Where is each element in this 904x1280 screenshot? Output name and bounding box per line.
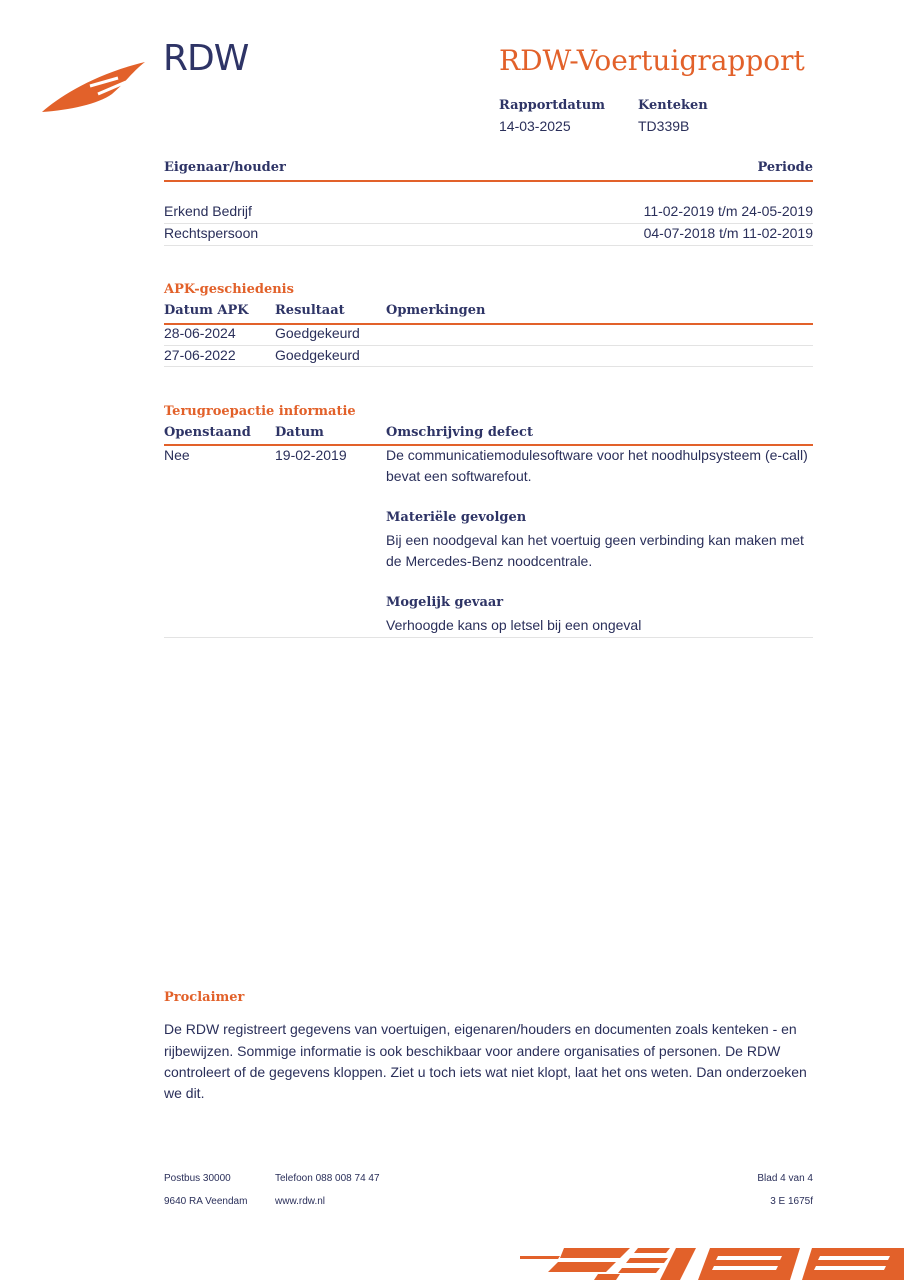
recall-consequences-title: Materiële gevolgen bbox=[386, 510, 527, 525]
report-title: RDW-Voertuigrapport bbox=[499, 44, 805, 77]
rdw-feather-icon bbox=[40, 56, 150, 116]
apk-col-remarks: Opmerkingen bbox=[386, 303, 486, 318]
report-date: 14-03-2025 bbox=[499, 118, 571, 134]
apk-row-1-result: Goedgekeurd bbox=[275, 325, 360, 341]
recall-open: Nee bbox=[164, 447, 190, 463]
logo-wordmark: RDW bbox=[163, 38, 249, 79]
footer-page-number: Blad 4 van 4 bbox=[757, 1173, 813, 1184]
report-date-label: Rapportdatum bbox=[499, 98, 605, 113]
proclaimer-line-2: rijbewijzen. Sommige informatie is ook beschikbaar voor andere organisaties of personen. De RDW bbox=[164, 1043, 781, 1059]
footer-address-1: Postbus 30000 bbox=[164, 1173, 231, 1184]
recall-header-rule bbox=[164, 444, 813, 446]
proclaimer-line-4: we dit. bbox=[164, 1085, 205, 1101]
plate-label: Kenteken bbox=[638, 98, 708, 113]
owner-row-1-owner: Erkend Bedrijf bbox=[164, 203, 252, 219]
footer-phone: Telefoon 088 008 74 47 bbox=[275, 1173, 380, 1184]
proclaimer-title: Proclaimer bbox=[164, 990, 245, 1005]
footer-website: www.rdw.nl bbox=[275, 1196, 326, 1207]
recall-col-desc: Omschrijving defect bbox=[386, 425, 533, 440]
apk-col-date: Datum APK bbox=[164, 303, 249, 318]
recall-consequences-line-1: Bij een noodgeval kan het voertuig geen verbinding kan maken met bbox=[386, 532, 804, 548]
recall-row-rule bbox=[164, 637, 813, 638]
apk-title: APK-geschiedenis bbox=[164, 282, 294, 297]
apk-header-rule bbox=[164, 323, 813, 325]
apk-row-2-result: Goedgekeurd bbox=[275, 347, 360, 363]
owner-row-2-period: 04-07-2018 t/m 11-02-2019 bbox=[643, 225, 813, 241]
recall-consequences-line-2: de Mercedes-Benz noodcentrale. bbox=[386, 553, 593, 569]
recall-date: 19-02-2019 bbox=[275, 447, 347, 463]
recall-title: Terugroepactie informatie bbox=[164, 404, 356, 419]
proclaimer-line-1: De RDW registreert gegevens van voertuigen, eigenaren/houders en documenten zoals kenteken - en bbox=[164, 1021, 797, 1037]
recall-col-open: Openstaand bbox=[164, 425, 251, 440]
apk-row-2-date: 27-06-2022 bbox=[164, 347, 236, 363]
owner-row-1-rule bbox=[164, 223, 813, 224]
footer-code: 3 E 1675f bbox=[770, 1196, 813, 1207]
owner-row-1-period: 11-02-2019 t/m 24-05-2019 bbox=[643, 203, 813, 219]
apk-col-result: Resultaat bbox=[275, 303, 345, 318]
owner-row-2-rule bbox=[164, 245, 813, 246]
recall-danger-line-1: Verhoogde kans op letsel bij een ongeval bbox=[386, 617, 642, 633]
recall-desc-line-2: bevat een softwarefout. bbox=[386, 468, 532, 484]
apk-row-1-rule bbox=[164, 345, 813, 346]
owners-col-owner: Eigenaar/houder bbox=[164, 160, 286, 175]
footer-address-2: 9640 RA Veendam bbox=[164, 1196, 248, 1207]
owners-header-rule bbox=[164, 180, 813, 182]
recall-danger-title: Mogelijk gevaar bbox=[386, 595, 504, 610]
owners-col-period: Periode bbox=[757, 160, 813, 175]
recall-desc-line-1: De communicatiemodulesoftware voor het noodhulpsysteem (e-call) bbox=[386, 447, 808, 463]
plate-number: TD339B bbox=[638, 118, 690, 134]
apk-row-2-rule bbox=[164, 366, 813, 367]
apk-row-1-date: 28-06-2024 bbox=[164, 325, 236, 341]
owner-row-2-owner: Rechtspersoon bbox=[164, 225, 259, 241]
recall-col-date: Datum bbox=[275, 425, 324, 440]
proclaimer-line-3: controleert of de gegevens kloppen. Ziet u toch iets wat niet klopt, laat het ons weten. Dan onderzoeken bbox=[164, 1064, 807, 1080]
rdw-stripes-icon bbox=[520, 1244, 904, 1280]
